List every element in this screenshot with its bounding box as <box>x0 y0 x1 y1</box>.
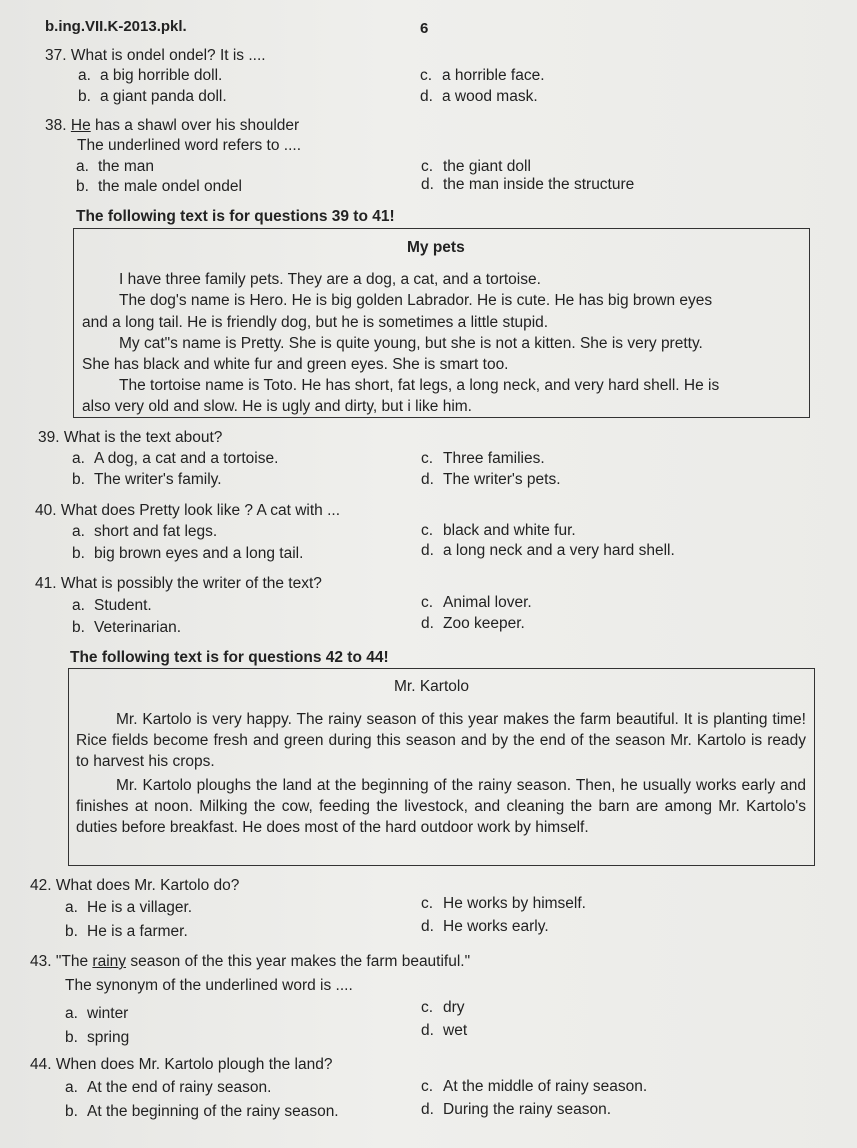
text-line: also very old and slow. He is ugly and dirty, but i like him. <box>82 398 472 415</box>
q43-option-a: a. winter <box>65 1005 129 1022</box>
question-text: What does Pretty look like ? A cat with ... <box>60 502 341 519</box>
reading-text-box-1 <box>73 228 810 418</box>
question-number: 44. <box>30 1056 52 1073</box>
q44-option-c: c. At the middle of rainy season. <box>421 1078 648 1095</box>
text-line: My cat"s name is Pretty. She is quite young, but she is not a kitten. She is very pretty. <box>119 335 703 352</box>
q39-option-b: b. The writer's family. <box>72 471 222 488</box>
q42-option-b: b. He is a farmer. <box>65 923 188 940</box>
question-41 <box>35 575 322 593</box>
question-43: 43. "The rainy season of the this year makes the farm beautiful." <box>30 953 471 970</box>
q42-option-d: d. He works early. <box>421 918 549 935</box>
reading-title: My pets <box>407 239 465 256</box>
exam-code: b.ing.VII.K-2013.pkl. <box>45 18 187 35</box>
text-line: and a long tail. He is friendly dog, but he is sometimes a little stupid. <box>82 314 549 331</box>
question-43-line2: The synonym of the underlined word is .... <box>65 977 353 994</box>
q39-option-c: c. Three families. <box>421 450 545 467</box>
underlined-word: He <box>70 117 91 134</box>
question-40 <box>35 502 340 520</box>
question-number: 42. <box>30 877 52 894</box>
question-text: What is the text about? <box>63 429 223 446</box>
question-number: 39. <box>38 429 60 446</box>
q38-option-a: a. the man <box>76 158 155 175</box>
q37-option-b: b. a giant panda doll. <box>78 88 227 105</box>
question-37 <box>45 47 266 65</box>
question-44 <box>30 1056 332 1074</box>
text-paragraph-1: Mr. Kartolo is very happy. The rainy season of this year makes the farm beautiful. It is planting time! Rice fields become fresh and green during this season and by the end of the season Mr. Kartolo is ready to harvest his crops. <box>76 711 806 770</box>
q41-option-a: a. Student. <box>72 597 152 614</box>
q38-option-d: d. the man inside the structure <box>421 176 635 193</box>
question-text: What is possibly the writer of the text? <box>60 575 322 592</box>
q38-option-b: b. the male ondel ondel <box>76 178 242 195</box>
question-text: has a shawl over his shoulder <box>90 117 300 134</box>
q41-option-d: d. Zoo keeper. <box>421 615 525 632</box>
question-number: 43. <box>30 953 52 970</box>
text-paragraph-2: Mr. Kartolo ploughs the land at the beginning of the rainy season. Then, he usually works early and finishes at noon. Milking the cow, feeding the livestock, and cleaning the barn are among Mr. Kartolo's duties before breakfast. He does most of the hard outdoor work by himself. <box>76 777 806 836</box>
question-text: What does Mr. Kartolo do? <box>55 877 240 894</box>
page-number: 6 <box>420 20 429 37</box>
q42-option-c: c. He works by himself. <box>421 895 586 912</box>
question-39 <box>38 429 222 447</box>
text-line: The dog's name is Hero. He is big golden Labrador. He is cute. He has big brown eyes <box>119 292 713 309</box>
q37-option-c: c. a horrible face. <box>420 67 545 84</box>
q39-option-a: a. A dog, a cat and a tortoise. <box>72 450 279 467</box>
text-line: She has black and white fur and green eyes. She is smart too. <box>82 356 509 373</box>
reading-intro-2: The following text is for questions 42 to 44! <box>70 649 389 666</box>
q37-option-a: a. a big horrible doll. <box>78 67 223 84</box>
question-38-line2: The underlined word refers to .... <box>77 137 302 154</box>
q37-option-d: d. a wood mask. <box>420 88 538 105</box>
underlined-word: rainy <box>92 953 127 970</box>
q43-option-c: c. dry <box>421 999 465 1016</box>
question-number: 38. <box>45 117 67 134</box>
question-42 <box>30 877 239 895</box>
q40-option-c: c. black and white fur. <box>421 522 576 539</box>
question-number: 41. <box>35 575 57 592</box>
q43-option-b: b. spring <box>65 1029 130 1046</box>
reading-title: Mr. Kartolo <box>394 678 469 695</box>
q44-option-b: b. At the beginning of the rainy season. <box>65 1103 339 1120</box>
q43-option-d: d. wet <box>421 1022 468 1039</box>
q41-option-b: b. Veterinarian. <box>72 619 182 636</box>
question-number: 37. <box>45 47 67 64</box>
reading-intro-1: The following text is for questions 39 to 41! <box>76 208 395 225</box>
text-line: I have three family pets. They are a dog, a cat, and a tortoise. <box>119 271 541 288</box>
q44-option-d: d. During the rainy season. <box>421 1101 612 1118</box>
question-number: 40. <box>35 502 57 519</box>
question-38 <box>45 117 299 135</box>
reading-text-box-2 <box>68 668 815 866</box>
question-text: What is ondel ondel? It is .... <box>70 47 266 64</box>
text-line: The tortoise name is Toto. He has short, fat legs, a long neck, and very hard shell. He is <box>119 377 720 394</box>
q40-option-d: d. a long neck and a very hard shell. <box>421 542 675 559</box>
question-text: When does Mr. Kartolo plough the land? <box>55 1056 333 1073</box>
q40-option-a: a. short and fat legs. <box>72 523 218 540</box>
q42-option-a: a. He is a villager. <box>65 899 193 916</box>
q40-option-b: b. big brown eyes and a long tail. <box>72 545 304 562</box>
q41-option-c: c. Animal lover. <box>421 594 532 611</box>
q38-option-c: c. the giant doll <box>421 158 531 175</box>
q44-option-a: a. At the end of rainy season. <box>65 1079 272 1096</box>
q39-option-d: d. The writer's pets. <box>421 471 561 488</box>
